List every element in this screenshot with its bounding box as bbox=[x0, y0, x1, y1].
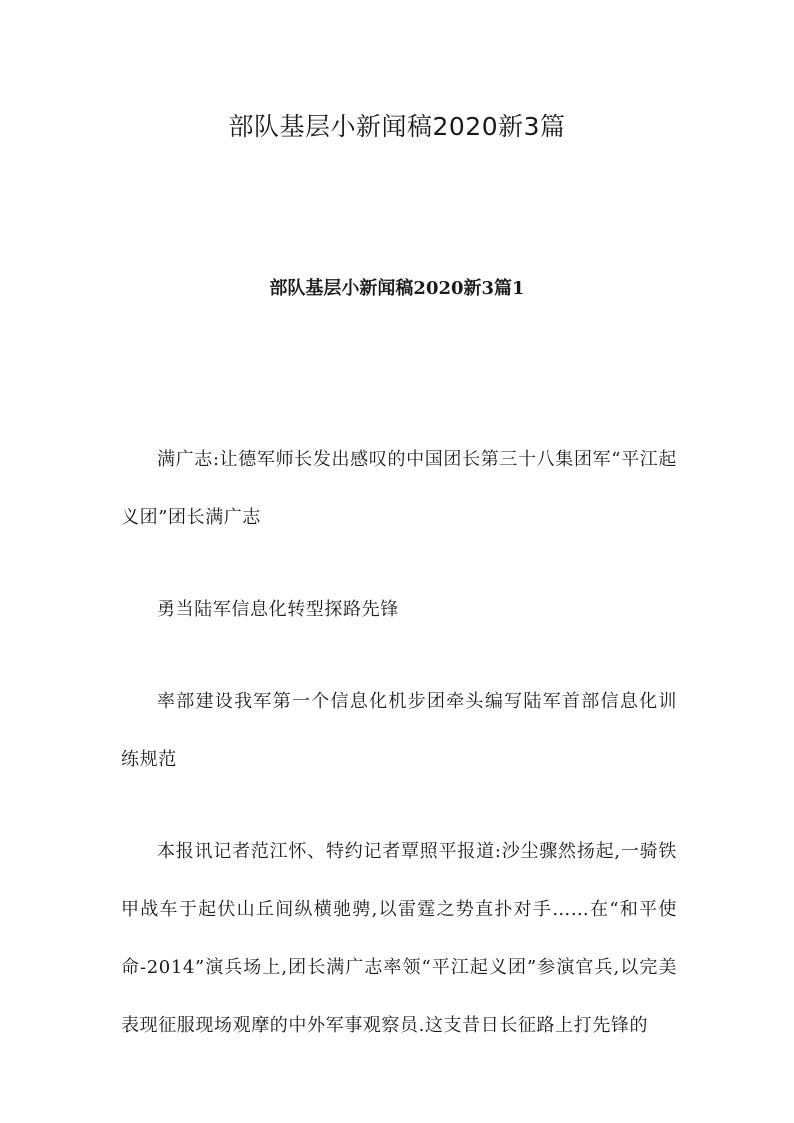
paragraph: 本报讯记者范江怀、特约记者覃照平报道:沙尘骤然扬起,一骑铁甲战车于起伏山丘间纵横驰骋,以雷霆之势直扑对手……在“和平使命-2014”演兵场上,团长满广志率领“平江起义团”参演官兵,以完美表现征服现场观摩的中外军事观察员.这支昔日长征路上打先锋的 bbox=[121, 841, 677, 1036]
paragraph: 率部建设我军第一个信息化机步团牵头编写陆军首部信息化训练规范 bbox=[121, 691, 677, 770]
document-body bbox=[121, 431, 677, 1055]
paragraph: 满广志:让德军师长发出感叹的中国团长第三十八集团军“平江起义团”团长满广志 bbox=[121, 449, 677, 528]
document-title: 部队基层小新闻稿2020新3篇 bbox=[228, 112, 566, 141]
paragraph: 勇当陆军信息化转型探路先锋 bbox=[157, 599, 399, 620]
section-title: 部队基层小新闻稿2020新3篇1 bbox=[269, 278, 525, 299]
